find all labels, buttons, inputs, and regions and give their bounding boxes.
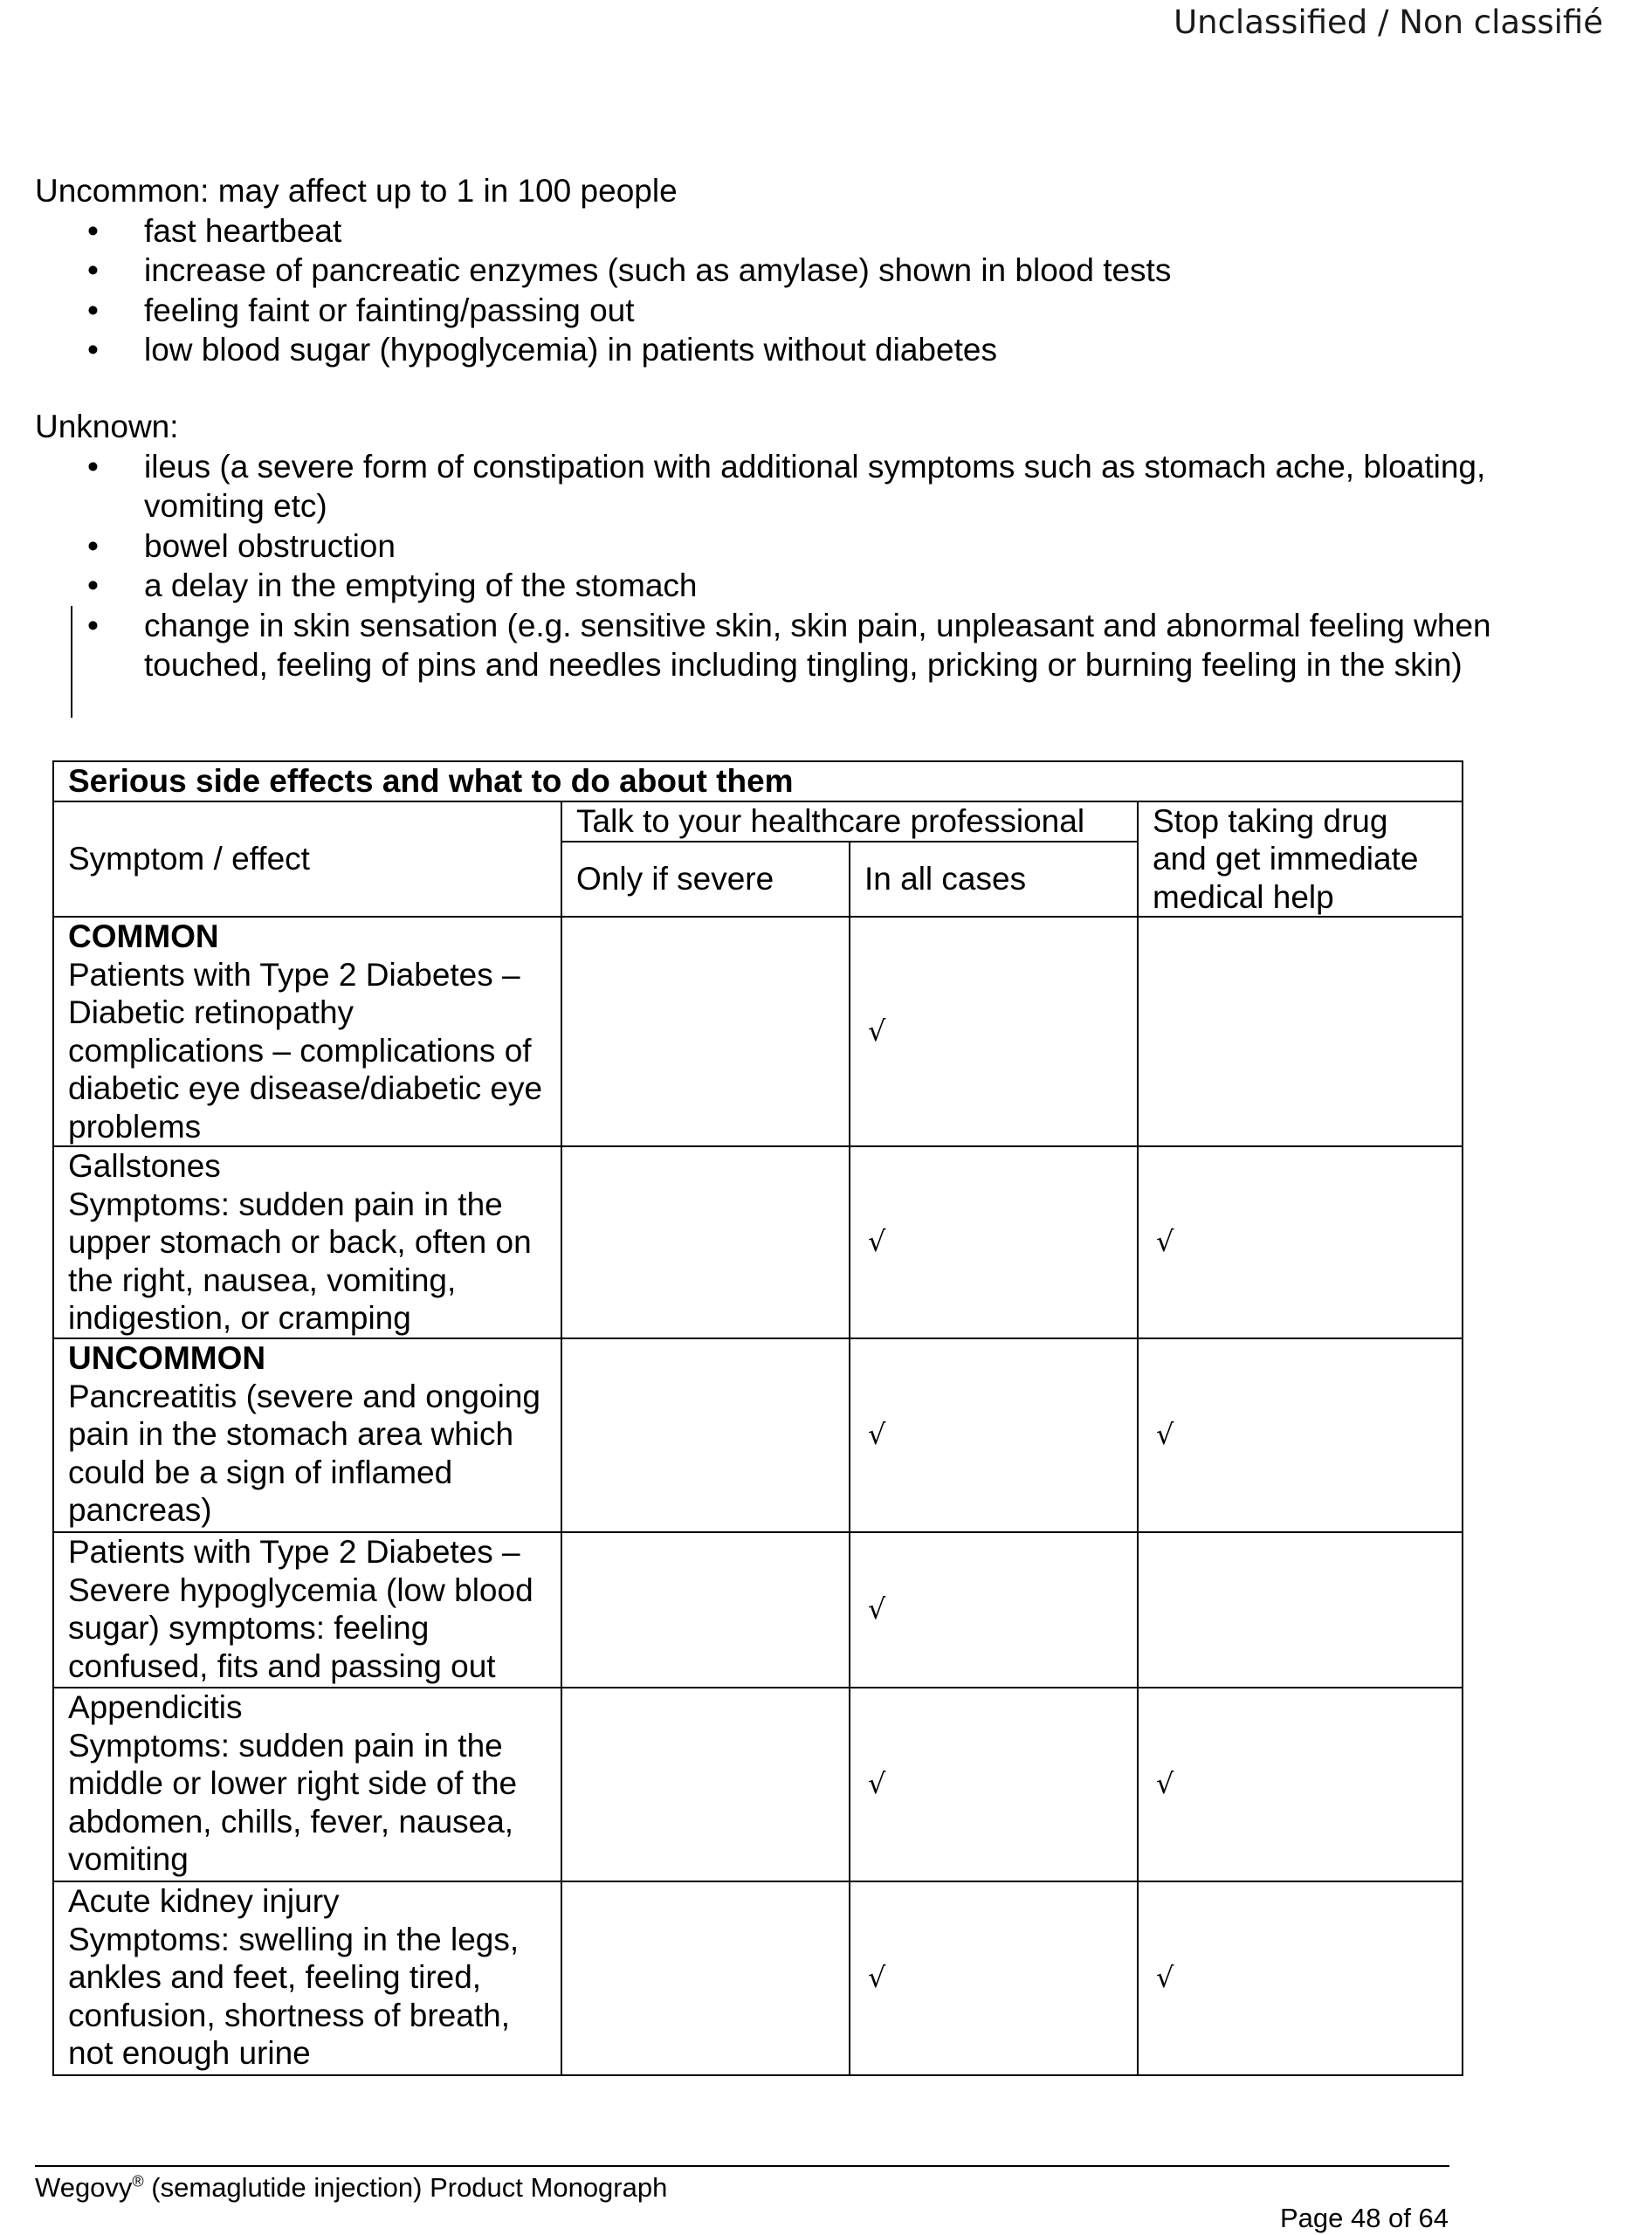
unknown-list (35, 447, 1519, 685)
symptom-text: Gallstones Symptoms: sudden pain in the upper stomach or back, often on the right, nausea, vomiting, indigestion, or cramping (53, 1146, 561, 1338)
registered-mark: ® (132, 2172, 144, 2190)
header-symptom: Symptom / effect (53, 801, 561, 918)
table-row (53, 1688, 1463, 1881)
side-effects-table (52, 760, 1463, 2076)
symptom-text: Patients with Type 2 Diabetes – Severe hypoglycemia (low blood sugar) symptoms: feeling confused, fits and passing out (53, 1532, 561, 1688)
list-item: • a delay in the emptying of the stomach (35, 566, 1519, 606)
only-severe-cell (561, 1338, 850, 1532)
footer-product-title (35, 2172, 667, 2204)
only-severe-cell (561, 1146, 850, 1338)
check-mark-icon: √ (1138, 1688, 1463, 1881)
check-mark-icon: √ (850, 1532, 1138, 1688)
check-mark-icon: √ (1138, 1881, 1463, 2075)
table-row (53, 1338, 1463, 1532)
stop-cell (1138, 1532, 1463, 1688)
header-talk: Talk to your healthcare professional (561, 801, 1138, 842)
check-mark-icon: √ (1138, 1338, 1463, 1532)
list-item: • ileus (a severe form of constipation with additional symptoms such as stomach ache, bloating, vomiting etc) (35, 447, 1519, 526)
only-severe-cell (561, 1688, 850, 1881)
list-item: • fast heartbeat (35, 211, 1519, 251)
revision-change-bar (71, 606, 72, 718)
uncommon-list (35, 211, 1519, 370)
header-all-cases: In all cases (850, 842, 1138, 917)
header-stop: Stop taking drug and get immediate medical help (1138, 801, 1463, 918)
footer-divider (35, 2165, 1449, 2167)
table-row (53, 1881, 1463, 2075)
check-mark-icon: √ (850, 917, 1138, 1146)
check-mark-icon: √ (850, 1146, 1138, 1338)
list-item: • low blood sugar (hypoglycemia) in patients without diabetes (35, 330, 1519, 370)
unknown-section (35, 407, 1519, 685)
category-label: COMMON (68, 918, 219, 954)
stop-cell (1138, 917, 1463, 1146)
symptom-text: Pancreatitis (severe and ongoing pain in the stomach area which could be a sign of inflamed pancreas) (68, 1378, 540, 1528)
list-item: • increase of pancreatic enzymes (such as amylase) shown in blood tests (35, 251, 1519, 291)
only-severe-cell (561, 917, 850, 1146)
product-name: Wegovy (35, 2172, 133, 2203)
list-item: • bowel obstruction (35, 526, 1519, 567)
unknown-heading: Unknown: (35, 409, 179, 444)
header-only-severe: Only if severe (561, 842, 850, 917)
list-item: • feeling faint or fainting/passing out (35, 291, 1519, 331)
check-mark-icon: √ (1138, 1146, 1463, 1338)
table-title: Serious side effects and what to do about them (53, 761, 1463, 801)
list-item: • change in skin sensation (e.g. sensitive skin, skin pain, unpleasant and abnormal feeling when touched, feeling of pins and needles including tingling, pricking or burning feeling in the skin) (35, 606, 1519, 685)
classification-label: Unclassified / Non classifié (1174, 3, 1603, 41)
uncommon-heading: Uncommon: may affect up to 1 in 100 people (35, 173, 678, 209)
check-mark-icon: √ (850, 1338, 1138, 1532)
table-row (53, 1532, 1463, 1688)
only-severe-cell (561, 1881, 850, 2075)
table-row (53, 1146, 1463, 1338)
symptom-text: Acute kidney injury Symptoms: swelling in the legs, ankles and feet, feeling tired, confusion, shortness of breath, not enough urine (53, 1881, 561, 2075)
page-number: Page 48 of 64 (1279, 2203, 1449, 2233)
category-label: UNCOMMON (68, 1340, 266, 1376)
product-description: (semaglutide injection) Product Monograph (143, 2172, 668, 2203)
check-mark-icon: √ (850, 1881, 1138, 2075)
only-severe-cell (561, 1532, 850, 1688)
table-row (53, 917, 1463, 1146)
symptom-text: Patients with Type 2 Diabetes – Diabetic retinopathy complications – complications of diabetic eye disease/diabetic eye problems (68, 956, 543, 1145)
symptom-text: Appendicitis Symptoms: sudden pain in the middle or lower right side of the abdomen, chills, fever, nausea, vomiting (53, 1688, 561, 1881)
uncommon-section (35, 171, 1519, 370)
check-mark-icon: √ (850, 1688, 1138, 1881)
